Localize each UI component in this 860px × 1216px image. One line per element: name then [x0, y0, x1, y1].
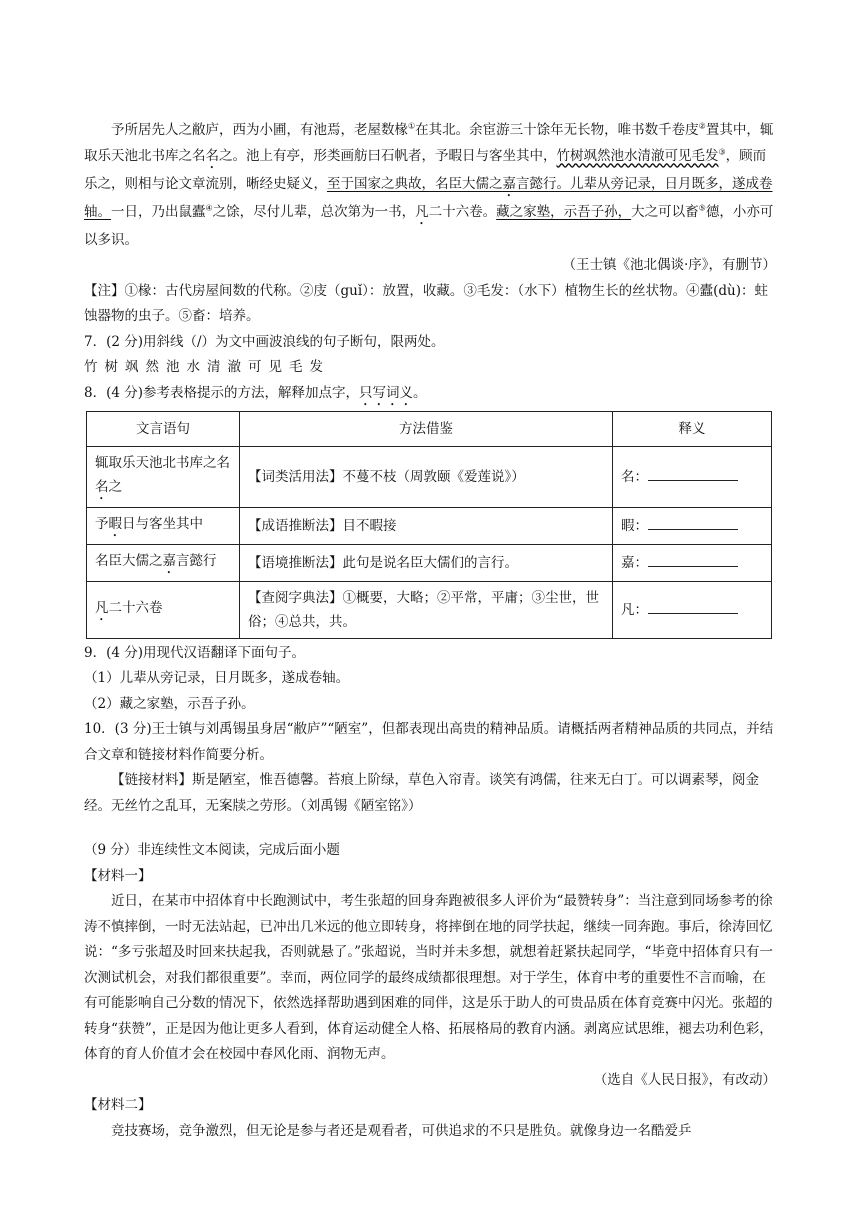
table-row [87, 581, 772, 638]
table-header: 释义 [613, 411, 772, 446]
passage-paragraph: 予所居先人之敝庐，西为小圃，有池焉，老屋数椽①在其北。余宦游三十馀年无长物，唯书数千卷庋②置其中，辄取乐天池北书库之名名之。池上有亭，形类画舫曰石帆者，予暇日与客坐其中，竹树飒然池水清澈可见毛发③，顾而乐之，则相与论文章流别，晰经史疑义，至于国家之典故，名臣大儒之嘉言懿行。儿辈从旁记录，日月既多，遂成卷轴。一日，乃出鼠蠹④之馀，尽付儿辈，总次第为一书，凡二十六卷。藏之家塾，示吾子孙，大之可以畜⑤德，小亦可以多识。 [84, 121, 774, 248]
question-9-prompt: 9．(4 分)用现代汉语翻译下面句子。 [84, 644, 306, 661]
material-1-title: 【材料一】 [84, 867, 152, 884]
answer-cell[interactable]: 名： [613, 446, 772, 507]
question-7-prompt: 7．(2 分)用斜线（/）为文中画波浪线的句子断句，限两处。 [84, 333, 445, 350]
table-header: 方法借鉴 [240, 411, 613, 446]
footnote-marker: ② [698, 121, 706, 131]
underlined-sentence: 藏之家塾，示吾子孙， [496, 203, 632, 220]
annotation-note: 【注】①椽：古代房屋间数的代称。②庋（guǐ）：放置，收藏。③毛发：（水下）植物生长的丝状物。④蠹(dù)：蛀蚀器物的虫子。⑤畜：培养。 [84, 282, 769, 324]
underlined-sentence: 言懿行。儿辈从旁记录，日月既多，遂成卷轴。 [84, 175, 773, 220]
method-table [86, 411, 772, 639]
answer-cell[interactable]: 嘉： [613, 544, 772, 581]
question-9-item: （2）藏之家塾，示吾子孙。 [84, 695, 255, 712]
question-8-prompt: 8．(4 分)参考表格提示的方法，解释加点字，只写词义。 [84, 384, 427, 401]
link-material: 【链接材料】斯是陋室，惟吾德馨。苔痕上阶绿，草色入帘青。谈笑有鸿儒，往来无白丁。可以调素琴，阅金经。无丝竹之乱耳，无案牍之劳形。（刘禹锡《陋室铭》） [84, 772, 759, 814]
method-cell: 【词类活用法】不蔓不枝（周敦颐《爱莲说》） [240, 446, 613, 507]
question-7-sentence: 竹树飒然池水清澈可见毛发 [84, 359, 330, 375]
wavy-sentence: 竹树飒然池水清澈可见毛发 [556, 147, 719, 164]
answer-blank[interactable] [648, 601, 738, 614]
method-cell: 【语境推断法】此句是说名臣大儒们的言行。 [240, 544, 613, 581]
dotted-char: 名 [205, 147, 219, 164]
footnote-marker: ⑤ [698, 203, 706, 212]
table-row [87, 507, 772, 544]
question-10-prompt: 10．(3 分)王士镇与刘禹锡虽身居“敝庐”“陋室”，但都表现出高贵的精神品质。请概括两者精神品质的共同点，并结合文章和链接材料作简要分析。 [84, 721, 774, 763]
material-1-text: 近日，在某市中招体育中长跑测试中，考生张超的回身奔跑被很多人评价为“最赞转身”：当注意到同场参考的徐涛不慎摔倒，一时无法站起，已冲出几米远的他立即转身，将摔倒在地的同学扶起，继续一同奔跑。事后，徐涛回忆说：“多亏张超及时回来扶起我，否则就悬了。”张超说，当时并未多想，就想着赶紧扶起同学，“毕竟中招体育只有一次测试机会，对我们都很重要”。幸而，两位同学的最终成绩都很理想。对于学生，体育中考的重要性不言而喻，在有可能影响自己分数的情况下，依然选择帮助遇到困难的同伴，这是乐于助人的可贵品质在体育竞赛中闪光。张超的转身“获赞”，正是因为他让更多人看到，体育运动健全人格、拓展格局的教育内涵。剥离应试思维，褪去功利色彩，体育的育人价值才会在校园中春风化雨、润物无声。 [84, 893, 773, 1062]
document-page [84, 0, 776, 1144]
table-row [87, 446, 772, 507]
passage-source: （王士镇《池北偶谈·序》，有删节） [562, 257, 776, 273]
classical-phrase: 予暇日与客坐其中 [87, 507, 240, 544]
question-9-item: （1）儿辈从旁记录，日月既多，遂成卷轴。 [84, 670, 350, 686]
footnote-marker: ④ [205, 203, 213, 212]
table-header-row [87, 411, 772, 446]
method-cell: 【成语推断法】目不暇接 [240, 507, 613, 544]
material-2-text: 竞技赛场，竞争激烈，但无论是参与者还是观看者，可供追求的不只是胜负。就像身边一名酷爱乒 [111, 1122, 692, 1139]
dotted-char: 凡 [415, 203, 429, 220]
section-heading: （9 分）非连续性文本阅读，完成后面小题 [84, 842, 340, 858]
method-cell: 【查阅字典法】①概要，大略；②平常，平庸；③尘世，世俗；④总共，共。 [240, 581, 613, 638]
underlined-sentence: 至于国家之典故，名臣大儒之 [327, 175, 503, 192]
dotted-char: 嘉 [502, 175, 516, 192]
table-row [87, 544, 772, 581]
material-1-source: （选自《人民日报》，有改动） [593, 1071, 776, 1088]
answer-cell[interactable]: 暇： [613, 507, 772, 544]
classical-phrase: 凡二十六卷 [87, 581, 240, 638]
answer-blank[interactable] [648, 554, 738, 567]
classical-passage [84, 118, 776, 279]
material-2-title: 【材料二】 [84, 1097, 152, 1113]
classical-phrase: 名臣大儒之嘉言懿行 [87, 544, 240, 581]
footnote-marker: ① [408, 121, 416, 131]
answer-cell[interactable]: 凡： [613, 581, 772, 638]
answer-blank[interactable] [648, 517, 738, 530]
table-header: 文言语句 [87, 411, 240, 446]
footnote-marker: ③ [718, 147, 726, 156]
answer-blank[interactable] [648, 468, 738, 481]
classical-phrase: 辄取乐天池北书库之名名之 [87, 446, 240, 507]
